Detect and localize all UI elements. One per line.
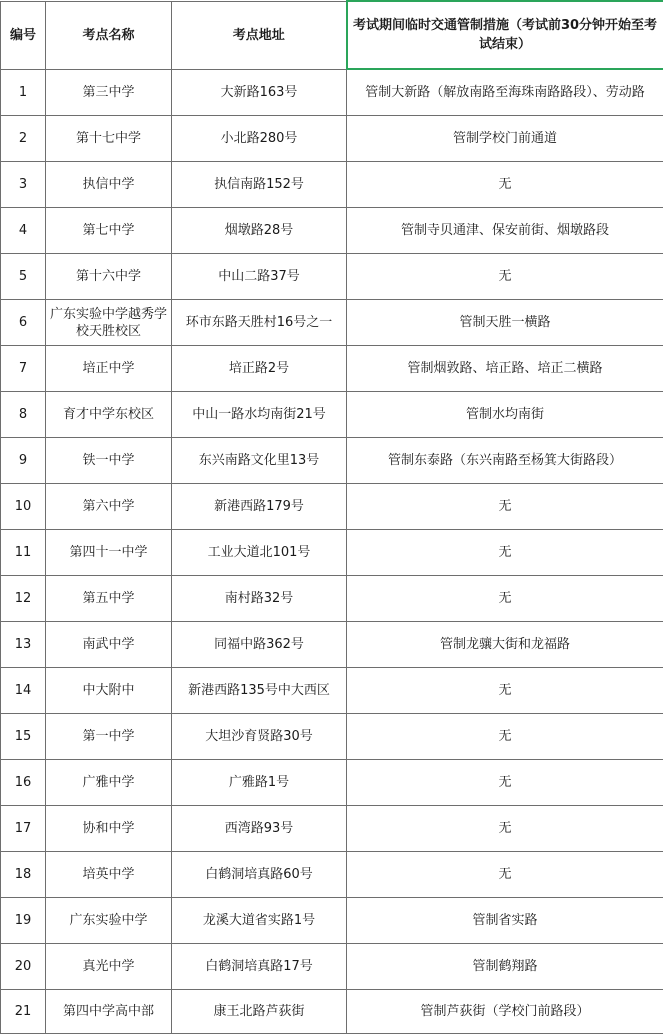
cell-measures: 管制烟敦路、培正路、培正二横路 [347, 346, 663, 392]
cell-no: 20 [1, 944, 46, 990]
cell-no: 11 [1, 530, 46, 576]
cell-address: 广雅路1号 [172, 760, 347, 806]
table-row [1, 116, 663, 162]
table-header-row [1, 1, 663, 69]
cell-address: 大坦沙育贤路30号 [172, 714, 347, 760]
table-row [1, 530, 663, 576]
header-name: 考点名称 [46, 1, 172, 69]
table-row [1, 622, 663, 668]
cell-name: 广东实验中学 [46, 898, 172, 944]
header-measures[interactable]: 考试期间临时交通管制措施（考试前30分钟开始至考试结束） [347, 1, 663, 69]
table-row [1, 254, 663, 300]
cell-no: 17 [1, 806, 46, 852]
cell-no: 15 [1, 714, 46, 760]
cell-no: 14 [1, 668, 46, 714]
table-row [1, 162, 663, 208]
table-row [1, 852, 663, 898]
cell-measures: 管制芦荻街（学校门前路段） [347, 990, 663, 1034]
cell-measures: 管制天胜一横路 [347, 300, 663, 346]
cell-measures: 管制龙骧大街和龙福路 [347, 622, 663, 668]
cell-measures: 无 [347, 668, 663, 714]
cell-address: 培正路2号 [172, 346, 347, 392]
cell-address: 新港西路135号中大西区 [172, 668, 347, 714]
cell-name: 广雅中学 [46, 760, 172, 806]
cell-name: 培正中学 [46, 346, 172, 392]
cell-no: 16 [1, 760, 46, 806]
cell-measures: 管制省实路 [347, 898, 663, 944]
cell-name: 广东实验中学越秀学校天胜校区 [46, 300, 172, 346]
cell-no: 7 [1, 346, 46, 392]
cell-name: 南武中学 [46, 622, 172, 668]
cell-name: 真光中学 [46, 944, 172, 990]
cell-name: 中大附中 [46, 668, 172, 714]
cell-name: 第五中学 [46, 576, 172, 622]
cell-no: 9 [1, 438, 46, 484]
table-row [1, 392, 663, 438]
cell-no: 10 [1, 484, 46, 530]
table-row [1, 300, 663, 346]
table-row [1, 760, 663, 806]
header-address: 考点地址 [172, 1, 347, 69]
table-row [1, 208, 663, 254]
cell-no: 6 [1, 300, 46, 346]
table-row [1, 438, 663, 484]
cell-no: 19 [1, 898, 46, 944]
table-row [1, 806, 663, 852]
cell-measures: 管制东泰路（东兴南路至杨箕大街路段） [347, 438, 663, 484]
table-row [1, 990, 663, 1034]
cell-name: 培英中学 [46, 852, 172, 898]
cell-address: 新港西路179号 [172, 484, 347, 530]
cell-address: 环市东路天胜村16号之一 [172, 300, 347, 346]
cell-name: 第十七中学 [46, 116, 172, 162]
cell-name: 第六中学 [46, 484, 172, 530]
table-row [1, 714, 663, 760]
cell-measures: 无 [347, 760, 663, 806]
cell-measures: 管制水均南街 [347, 392, 663, 438]
cell-measures: 无 [347, 162, 663, 208]
cell-no: 12 [1, 576, 46, 622]
cell-name: 第四中学高中部 [46, 990, 172, 1034]
cell-measures: 无 [347, 576, 663, 622]
cell-address: 大新路163号 [172, 69, 347, 116]
cell-no: 2 [1, 116, 46, 162]
cell-measures: 无 [347, 484, 663, 530]
table-row [1, 898, 663, 944]
cell-measures: 管制鹤翔路 [347, 944, 663, 990]
header-no: 编号 [1, 1, 46, 69]
cell-address: 烟墩路28号 [172, 208, 347, 254]
cell-address: 西湾路93号 [172, 806, 347, 852]
cell-name: 第七中学 [46, 208, 172, 254]
cell-no: 21 [1, 990, 46, 1034]
cell-name: 育才中学东校区 [46, 392, 172, 438]
cell-address: 康王北路芦荻街 [172, 990, 347, 1034]
cell-name: 第十六中学 [46, 254, 172, 300]
cell-measures: 无 [347, 806, 663, 852]
cell-address: 中山一路水均南街21号 [172, 392, 347, 438]
cell-no: 8 [1, 392, 46, 438]
cell-no: 1 [1, 69, 46, 116]
cell-measures: 无 [347, 714, 663, 760]
table-row [1, 69, 663, 116]
cell-measures: 无 [347, 530, 663, 576]
cell-address: 东兴南路文化里13号 [172, 438, 347, 484]
table-row [1, 484, 663, 530]
table-row [1, 944, 663, 990]
table-row [1, 346, 663, 392]
cell-measures: 无 [347, 254, 663, 300]
cell-address: 白鹤洞培真路60号 [172, 852, 347, 898]
cell-no: 5 [1, 254, 46, 300]
cell-measures: 无 [347, 852, 663, 898]
cell-name: 第四十一中学 [46, 530, 172, 576]
cell-name: 执信中学 [46, 162, 172, 208]
cell-address: 执信南路152号 [172, 162, 347, 208]
cell-name: 铁一中学 [46, 438, 172, 484]
cell-no: 3 [1, 162, 46, 208]
cell-address: 南村路32号 [172, 576, 347, 622]
cell-measures: 管制寺贝通津、保安前街、烟墩路段 [347, 208, 663, 254]
cell-name: 第一中学 [46, 714, 172, 760]
cell-address: 同福中路362号 [172, 622, 347, 668]
cell-name: 第三中学 [46, 69, 172, 116]
cell-measures: 管制大新路（解放南路至海珠南路路段）、劳动路 [347, 69, 663, 116]
table-row [1, 576, 663, 622]
cell-address: 龙溪大道省实路1号 [172, 898, 347, 944]
cell-address: 中山二路37号 [172, 254, 347, 300]
table-row [1, 668, 663, 714]
cell-measures: 管制学校门前通道 [347, 116, 663, 162]
cell-no: 4 [1, 208, 46, 254]
cell-address: 白鹤洞培真路17号 [172, 944, 347, 990]
cell-no: 13 [1, 622, 46, 668]
cell-address: 工业大道北101号 [172, 530, 347, 576]
cell-no: 18 [1, 852, 46, 898]
cell-name: 协和中学 [46, 806, 172, 852]
cell-address: 小北路280号 [172, 116, 347, 162]
